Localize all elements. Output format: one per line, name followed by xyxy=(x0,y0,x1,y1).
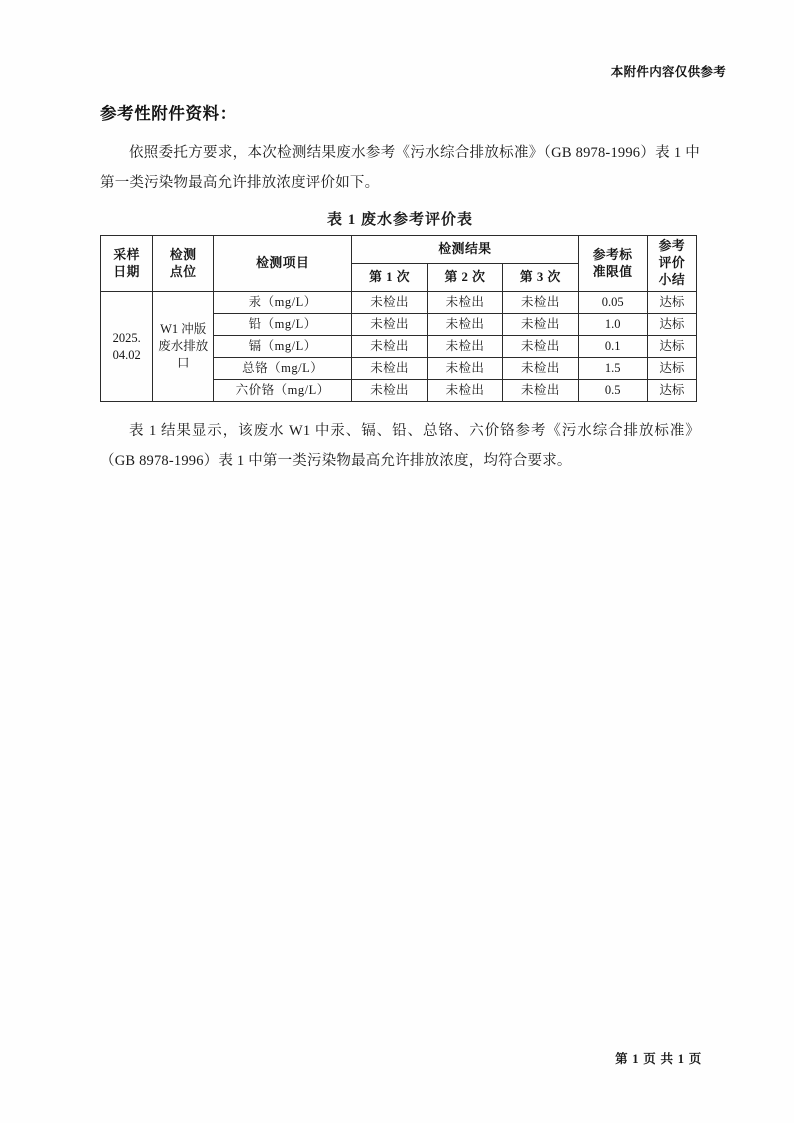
page-footer: 第 1 页 共 1 页 xyxy=(615,1052,702,1066)
cell-result-2: 未检出 xyxy=(427,380,502,402)
header-summary-line3: 小结 xyxy=(658,273,686,287)
header-sample-point-line2: 点位 xyxy=(169,264,197,279)
header-results-group: 检测结果 xyxy=(352,236,578,264)
cell-result-1: 未检出 xyxy=(352,336,427,358)
header-summary-line2: 评价 xyxy=(658,256,686,270)
cell-item: 总铬（mg/L） xyxy=(214,358,352,380)
cell-item: 汞（mg/L） xyxy=(214,292,352,314)
cell-summary: 达标 xyxy=(647,380,696,402)
cell-result-2: 未检出 xyxy=(427,292,502,314)
conclusion-paragraph: 表 1 结果显示，该废水 W1 中汞、镉、铅、总铬、六价铬参考《污水综合排放标准》（GB 8978-1996）表 1 中第一类污染物最高允许排放浓度，均符合要求。 xyxy=(100,423,700,469)
header-limit-line1: 参考标 xyxy=(592,247,633,262)
cell-summary: 达标 xyxy=(647,336,696,358)
cell-item: 六价铬（mg/L） xyxy=(214,380,352,402)
header-result-1: 第 1 次 xyxy=(352,264,427,292)
sample-point-line3: 口 xyxy=(176,356,190,370)
cell-sample-point xyxy=(153,292,214,402)
sample-point-line1: W1 冲版 xyxy=(160,322,207,336)
cell-result-1: 未检出 xyxy=(352,292,427,314)
cell-limit: 1.0 xyxy=(578,314,647,336)
cell-result-3: 未检出 xyxy=(503,380,578,402)
sample-date-line1: 2025. xyxy=(112,330,141,345)
cell-result-3: 未检出 xyxy=(503,314,578,336)
cell-summary: 达标 xyxy=(647,292,696,314)
cell-item: 铅（mg/L） xyxy=(214,314,352,336)
cell-summary: 达标 xyxy=(647,358,696,380)
header-summary xyxy=(647,236,696,292)
header-result-3: 第 3 次 xyxy=(503,264,578,292)
table-header-row-1 xyxy=(101,236,697,264)
cell-result-3: 未检出 xyxy=(503,358,578,380)
cell-item: 镉（mg/L） xyxy=(214,336,352,358)
cell-limit: 0.05 xyxy=(578,292,647,314)
cell-limit: 0.5 xyxy=(578,380,647,402)
cell-result-1: 未检出 xyxy=(352,314,427,336)
cell-result-1: 未检出 xyxy=(352,358,427,380)
cell-result-3: 未检出 xyxy=(503,292,578,314)
cell-result-2: 未检出 xyxy=(427,314,502,336)
sample-point-line2: 废水排放 xyxy=(158,339,209,353)
header-summary-line1: 参考 xyxy=(658,239,686,253)
header-test-item: 检测项目 xyxy=(214,236,352,292)
cell-result-2: 未检出 xyxy=(427,358,502,380)
document-body xyxy=(100,100,700,476)
wastewater-evaluation-table xyxy=(100,235,697,402)
section-title: 参考性附件资料： xyxy=(100,104,237,123)
cell-result-3: 未检出 xyxy=(503,336,578,358)
header-note: 本附件内容仅供参考 xyxy=(610,65,726,79)
cell-result-1: 未检出 xyxy=(352,380,427,402)
header-result-2: 第 2 次 xyxy=(427,264,502,292)
header-sample-point-line1: 检测 xyxy=(169,247,197,262)
header-sample-date xyxy=(101,236,153,292)
table-caption: 表 1 废水参考评价表 xyxy=(326,212,473,228)
cell-limit: 1.5 xyxy=(578,358,647,380)
cell-result-2: 未检出 xyxy=(427,336,502,358)
header-sample-date-line2: 日期 xyxy=(113,264,140,279)
header-limit xyxy=(578,236,647,292)
intro-paragraph: 依照委托方要求，本次检测结果废水参考《污水综合排放标准》（GB 8978-1996）表 1 中第一类污染物最高允许排放浓度评价如下。 xyxy=(100,145,700,191)
sample-date-line2: 04.02 xyxy=(112,347,141,362)
table-row xyxy=(101,292,697,314)
cell-summary: 达标 xyxy=(647,314,696,336)
cell-sample-date xyxy=(101,292,153,402)
cell-limit: 0.1 xyxy=(578,336,647,358)
header-sample-point xyxy=(153,236,214,292)
header-sample-date-line1: 采样 xyxy=(113,247,140,262)
header-limit-line2: 准限值 xyxy=(592,264,633,279)
